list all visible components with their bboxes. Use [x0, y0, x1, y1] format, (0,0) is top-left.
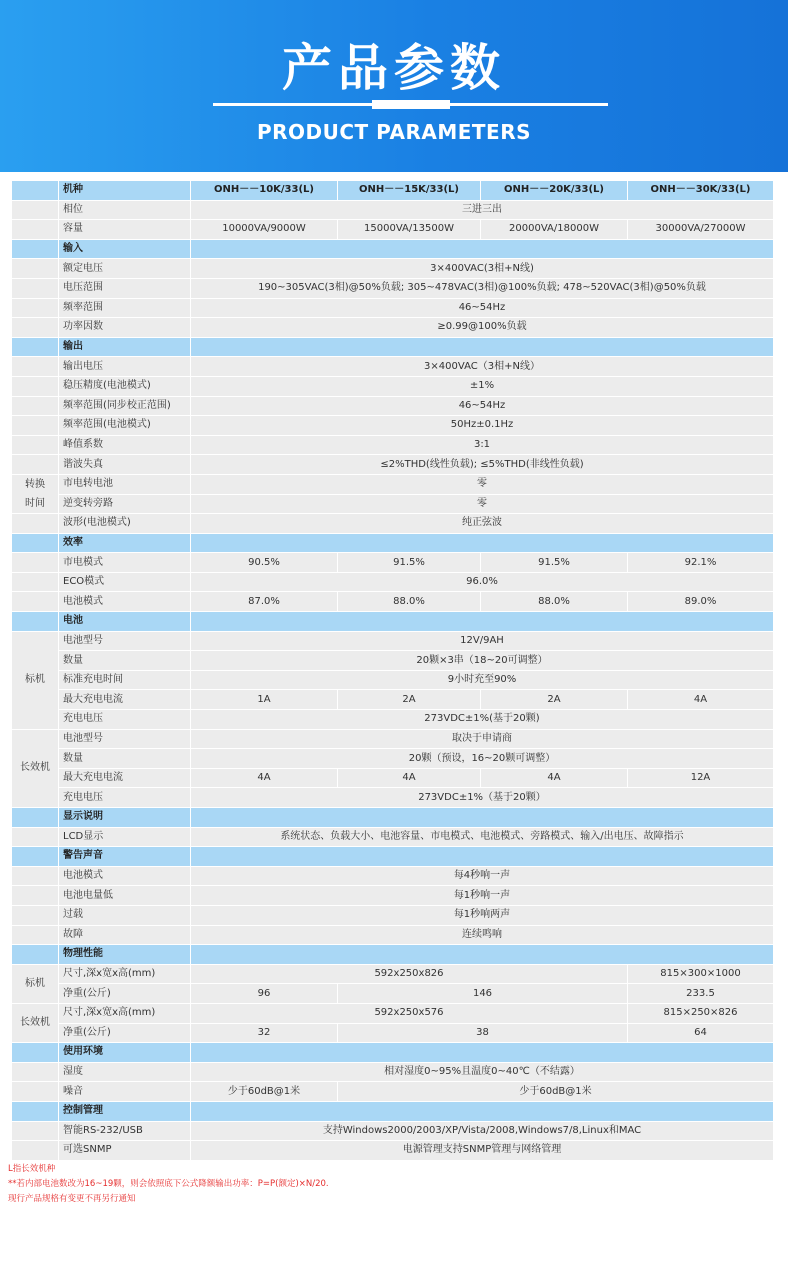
- row-value: ±1%: [191, 376, 774, 396]
- section-header-physical: [12, 945, 774, 965]
- row-value: 32: [191, 1023, 338, 1043]
- row-label: 逆变转旁路: [59, 494, 191, 514]
- row-value: 592x250x576: [191, 1003, 628, 1023]
- row-value: 支持Windows2000/2003/XP/Vista/2008,Windows7/8,Linux和MAC: [191, 1121, 774, 1141]
- footnote: **若内部电池数改为16~19颗，则会依照底下公式降额输出功率：P=P(额定)×N/20.: [8, 1179, 329, 1189]
- row-label: 波形(电池模式): [59, 514, 191, 534]
- section-title: 显示说明: [59, 808, 191, 828]
- section-header-efficiency: [12, 533, 774, 553]
- row-label: 相位: [59, 200, 191, 220]
- section-header-display: [12, 808, 774, 828]
- table-row: [12, 553, 774, 573]
- footnotes: [8, 1162, 329, 1207]
- row-value: 2A: [481, 690, 628, 710]
- row-value: 190~305VAC(3相)@50%负载; 305~478VAC(3相)@100%负载; 478~520VAC(3相)@50%负载: [191, 278, 774, 298]
- row-value: 3:1: [191, 435, 774, 455]
- page-title: 产品参数: [282, 39, 506, 97]
- row-value: 零: [191, 494, 774, 514]
- row-value: 20颗（预设，16~20颗可调整）: [191, 749, 774, 769]
- section-title: 使用环境: [59, 1043, 191, 1063]
- row-label: 功率因数: [59, 318, 191, 338]
- row-label: 充电电压: [59, 788, 191, 808]
- table-row: [12, 318, 774, 338]
- row-value: 91.5%: [338, 553, 481, 573]
- row-value: 10000VA/9000W: [191, 220, 338, 240]
- row-value: 4A: [338, 768, 481, 788]
- row-value: 相对湿度0~95%且温度0~40℃（不结露）: [191, 1062, 774, 1082]
- table-row: [12, 670, 774, 690]
- row-value: 4A: [481, 768, 628, 788]
- page-subtitle: PRODUCT PARAMETERS: [256, 120, 532, 144]
- row-value: 连续鸣响: [191, 925, 774, 945]
- footnote: L指长效机种: [8, 1164, 56, 1174]
- row-value: 系统状态、负载大小、电池容量、市电模式、电池模式、旁路模式、输入/出电压、故障指示: [191, 827, 774, 847]
- row-value: 46~54Hz: [191, 396, 774, 416]
- row-label: 电池型号: [59, 631, 191, 651]
- row-value: 88.0%: [481, 592, 628, 612]
- section-header-alarm: [12, 847, 774, 867]
- row-label: 数量: [59, 651, 191, 671]
- table-row: [12, 474, 774, 494]
- table-row: [12, 1121, 774, 1141]
- row-label: 净重(公斤): [59, 984, 191, 1004]
- row-label: 净重(公斤): [59, 1023, 191, 1043]
- row-value: ≤2%THD(线性负载); ≤5%THD(非线性负载): [191, 455, 774, 475]
- table-row: [12, 788, 774, 808]
- header-label: 机种: [59, 181, 191, 201]
- table-row: [12, 220, 774, 240]
- row-label: 尺寸,深x宽x高(mm): [59, 1003, 191, 1023]
- row-label: 数量: [59, 749, 191, 769]
- section-header-output: [12, 337, 774, 357]
- row-value: 233.5: [628, 984, 774, 1004]
- table-row: [12, 964, 774, 984]
- spec-table: [11, 180, 774, 1161]
- row-label: 市电模式: [59, 553, 191, 573]
- group-label-long: 长效机: [12, 1003, 59, 1042]
- model-4: ONH－－30K/33(L): [628, 181, 774, 201]
- table-row: [12, 514, 774, 534]
- row-value: 96: [191, 984, 338, 1004]
- row-label: 频率范围(同步校正范围): [59, 396, 191, 416]
- section-header-environment: [12, 1043, 774, 1063]
- row-value: 20颗×3串（18~20可调整）: [191, 651, 774, 671]
- row-value: 815×250×826: [628, 1003, 774, 1023]
- row-value: 4A: [191, 768, 338, 788]
- row-value: 2A: [338, 690, 481, 710]
- row-value: 46~54Hz: [191, 298, 774, 318]
- row-label: 最大充电电流: [59, 768, 191, 788]
- row-label: 电池型号: [59, 729, 191, 749]
- row-value: 91.5%: [481, 553, 628, 573]
- group-label-line: 转换: [25, 479, 45, 490]
- section-title: 输出: [59, 337, 191, 357]
- row-label: 可选SNMP: [59, 1141, 191, 1161]
- row-value: 取决于申请商: [191, 729, 774, 749]
- table-row: [12, 396, 774, 416]
- row-label: 标准充电时间: [59, 670, 191, 690]
- row-label: 噪音: [59, 1082, 191, 1102]
- table-row: [12, 494, 774, 514]
- table-row: [12, 690, 774, 710]
- row-label: ECO模式: [59, 572, 191, 592]
- table-row: [12, 886, 774, 906]
- group-label-long: 长效机: [12, 729, 59, 807]
- row-value: 96.0%: [191, 572, 774, 592]
- row-value: 90.5%: [191, 553, 338, 573]
- table-row: [12, 259, 774, 279]
- row-label: 湿度: [59, 1062, 191, 1082]
- row-value: 815×300×1000: [628, 964, 774, 984]
- row-value: 纯正弦波: [191, 514, 774, 534]
- row-label: 最大充电电流: [59, 690, 191, 710]
- group-label-line: 时间: [25, 498, 45, 509]
- table-row: [12, 1062, 774, 1082]
- row-value: 零: [191, 474, 774, 494]
- row-value: 1A: [191, 690, 338, 710]
- row-value: 3×400VAC（3相+N线）: [191, 357, 774, 377]
- row-value: 少于60dB@1米: [191, 1082, 338, 1102]
- model-1: ONH－－10K/33(L): [191, 181, 338, 201]
- row-value: 三进三出: [191, 200, 774, 220]
- table-row: [12, 1023, 774, 1043]
- table-row: [12, 1082, 774, 1102]
- section-title: 输入: [59, 239, 191, 259]
- table-row: [12, 866, 774, 886]
- row-label: 市电转电池: [59, 474, 191, 494]
- title-divider-accent: [372, 100, 450, 109]
- table-row: [12, 729, 774, 749]
- row-label: 电池模式: [59, 592, 191, 612]
- row-value: 15000VA/13500W: [338, 220, 481, 240]
- table-row: [12, 1003, 774, 1023]
- row-value: 3×400VAC(3相+N线): [191, 259, 774, 279]
- row-value: 20000VA/18000W: [481, 220, 628, 240]
- row-value: 少于60dB@1米: [338, 1082, 774, 1102]
- table-row: [12, 651, 774, 671]
- section-title: 控制管理: [59, 1101, 191, 1121]
- row-label: 电池模式: [59, 866, 191, 886]
- table-row: [12, 200, 774, 220]
- section-title: 警告声音: [59, 847, 191, 867]
- row-value: 每1秒响一声: [191, 886, 774, 906]
- table-row: [12, 710, 774, 730]
- row-label: 额定电压: [59, 259, 191, 279]
- row-value: 64: [628, 1023, 774, 1043]
- table-row: [12, 278, 774, 298]
- section-title: 效率: [59, 533, 191, 553]
- section-title: 物理性能: [59, 945, 191, 965]
- row-value: 30000VA/27000W: [628, 220, 774, 240]
- row-label: 电压范围: [59, 278, 191, 298]
- table-row: [12, 925, 774, 945]
- row-value: 273VDC±1%（基于20颗）: [191, 788, 774, 808]
- header-banner: [0, 0, 788, 172]
- table-row: [12, 905, 774, 925]
- row-label: 频率范围(电池模式): [59, 416, 191, 436]
- table-row: [12, 768, 774, 788]
- row-value: 12A: [628, 768, 774, 788]
- row-value: 89.0%: [628, 592, 774, 612]
- row-label: 频率范围: [59, 298, 191, 318]
- model-3: ONH－－20K/33(L): [481, 181, 628, 201]
- table-row: [12, 416, 774, 436]
- group-label-transfer: [12, 474, 59, 513]
- row-value: 592x250x826: [191, 964, 628, 984]
- table-row: [12, 376, 774, 396]
- row-value: 273VDC±1%(基于20颗): [191, 710, 774, 730]
- row-label: 谐波失真: [59, 455, 191, 475]
- table-row: [12, 984, 774, 1004]
- row-label: 故障: [59, 925, 191, 945]
- row-value: 9小时充至90%: [191, 670, 774, 690]
- row-value: 每4秒响一声: [191, 866, 774, 886]
- row-label: 智能RS-232/USB: [59, 1121, 191, 1141]
- row-value: 146: [338, 984, 628, 1004]
- row-label: 充电电压: [59, 710, 191, 730]
- row-label: 峰值系数: [59, 435, 191, 455]
- model-2: ONH－－15K/33(L): [338, 181, 481, 201]
- table-row: [12, 749, 774, 769]
- table-header-row: [12, 181, 774, 201]
- table-row: [12, 455, 774, 475]
- row-value: ≥0.99@100%负载: [191, 318, 774, 338]
- section-header-management: [12, 1101, 774, 1121]
- row-label: 电池电量低: [59, 886, 191, 906]
- row-value: 4A: [628, 690, 774, 710]
- table-row: [12, 572, 774, 592]
- row-label: 尺寸,深x宽x高(mm): [59, 964, 191, 984]
- row-label: LCD显示: [59, 827, 191, 847]
- row-value: 92.1%: [628, 553, 774, 573]
- row-label: 输出电压: [59, 357, 191, 377]
- row-value: 87.0%: [191, 592, 338, 612]
- table-row: [12, 298, 774, 318]
- row-label: 容量: [59, 220, 191, 240]
- footnote: 现行产品规格有变更不再另行通知: [8, 1194, 136, 1204]
- section-title: 电池: [59, 612, 191, 632]
- row-value: 38: [338, 1023, 628, 1043]
- row-value: 12V/9AH: [191, 631, 774, 651]
- row-value: 50Hz±0.1Hz: [191, 416, 774, 436]
- row-value: 88.0%: [338, 592, 481, 612]
- table-row: [12, 827, 774, 847]
- row-value: 电源管理支持SNMP管理与网络管理: [191, 1141, 774, 1161]
- table-row: [12, 1141, 774, 1161]
- table-row: [12, 592, 774, 612]
- group-label-standard: 标机: [12, 631, 59, 729]
- table-row: [12, 631, 774, 651]
- table-row: [12, 435, 774, 455]
- group-label-standard: 标机: [12, 964, 59, 1003]
- section-header-input: [12, 239, 774, 259]
- row-label: 稳压精度(电池模式): [59, 376, 191, 396]
- row-value: 每1秒响两声: [191, 905, 774, 925]
- row-label: 过载: [59, 905, 191, 925]
- section-header-battery: [12, 612, 774, 632]
- table-row: [12, 357, 774, 377]
